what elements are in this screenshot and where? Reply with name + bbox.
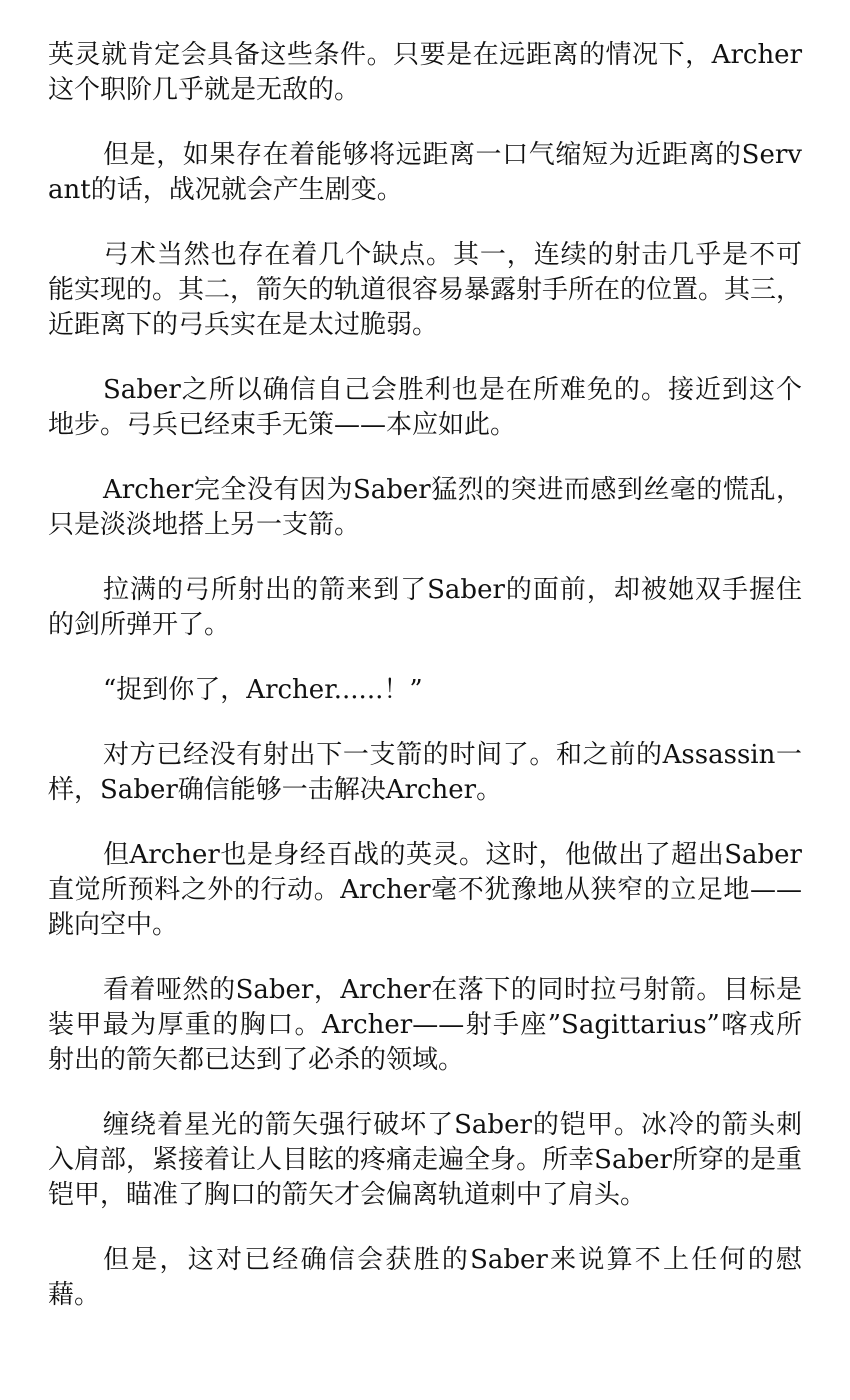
paragraph-11: 缠绕着星光的箭矢强行破坏了Saber的铠甲。冰冷的箭头刺入肩部，紧接着让人目眩的疼痛走遍全身。所幸Saber所穿的是重铠甲，瞄准了胸口的箭矢才会偏离轨道刺中了肩头。 — [48, 1110, 802, 1210]
paragraph-2: 但是，如果存在着能够将远距离一口气缩短为近距离的Servant的话，战况就会产生剧变。 — [48, 140, 802, 205]
paragraph-3: 弓术当然也存在着几个缺点。其一，连续的射击几乎是不可能实现的。其二，箭矢的轨道很容易暴露射手所在的位置。其三，近距离下的弓兵实在是太过脆弱。 — [48, 240, 803, 340]
paragraph-5: Archer完全没有因为Saber猛烈的突进而感到丝毫的慌乱，只是淡淡地搭上另一支箭。 — [48, 475, 802, 540]
paragraph-4: Saber之所以确信自己会胜利也是在所难免的。接近到这个地步。弓兵已经束手无策——本应如此。 — [48, 375, 802, 440]
paragraph-1: 英灵就肯定会具备这些条件。只要是在远距离的情况下，Archer这个职阶几乎就是无敌的。 — [48, 40, 802, 105]
document-page — [48, 38, 802, 1343]
paragraph-6: 拉满的弓所射出的箭来到了Saber的面前，却被她双手握住的剑所弹开了。 — [48, 575, 802, 640]
paragraph-9: 但Archer也是身经百战的英灵。这时，他做出了超出Saber直觉所预料之外的行动。Archer毫不犹豫地从狭窄的立足地——跳向空中。 — [48, 840, 802, 940]
paragraph-8: 对方已经没有射出下一支箭的时间了。和之前的Assassin一样，Saber确信能够一击解决Archer。 — [48, 740, 802, 805]
paragraph-7: “捉到你了，Archer......！” — [103, 675, 423, 705]
paragraph-10: 看着哑然的Saber，Archer在落下的同时拉弓射箭。目标是装甲最为厚重的胸口。Archer——射手座”Sagittarius”喀戎所射出的箭矢都已达到了必杀的领域。 — [48, 975, 802, 1075]
paragraph-12: 但是，这对已经确信会获胜的Saber来说算不上任何的慰藉。 — [48, 1245, 802, 1310]
